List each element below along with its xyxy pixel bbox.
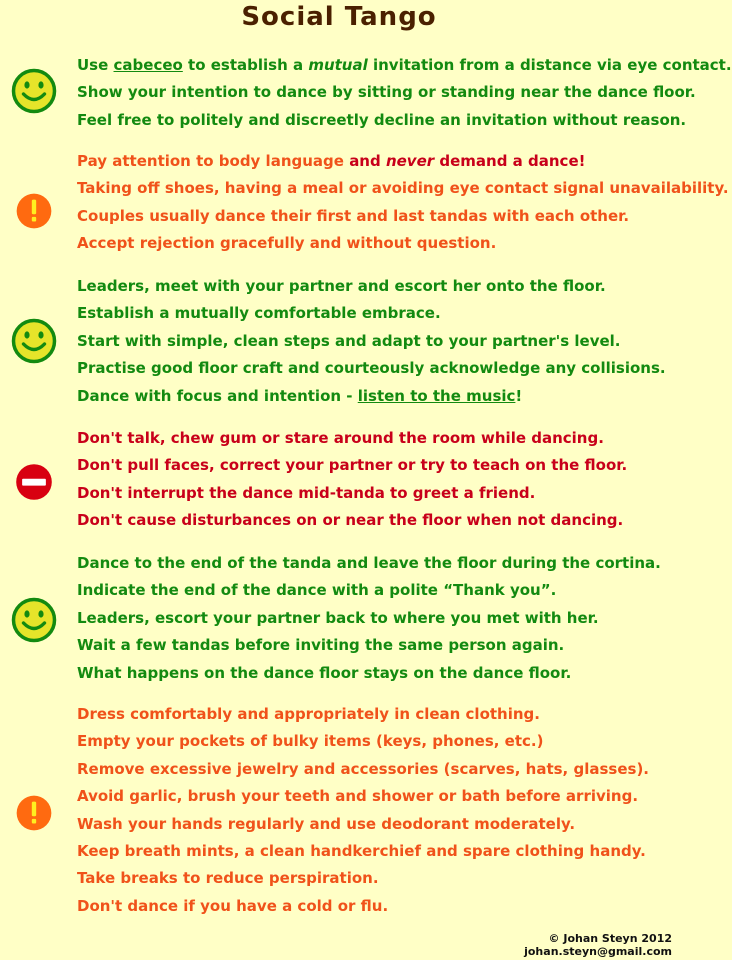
guideline-line: [77, 838, 649, 865]
guideline-text: and: [349, 152, 386, 170]
guideline-list: [77, 701, 649, 920]
guideline-text: Don't cause disturbances on or near the floor when not dancing.: [77, 511, 624, 530]
copyright-text: © Johan Steyn 2012: [548, 932, 672, 945]
guideline-line: [77, 893, 649, 920]
email-text: johan.steyn@gmail.com: [524, 945, 672, 958]
guideline-text: !: [515, 386, 523, 405]
guideline-line: [77, 660, 661, 687]
guideline-text: Empty your pockets of bulky items (keys, phones, etc.): [77, 732, 544, 751]
guideline-text: Taking off shoes, having a meal or avoiding eye contact signal unavailability.: [77, 179, 729, 198]
guideline-text: cabeceo: [113, 56, 183, 74]
guideline-text: mutual: [308, 56, 368, 74]
guideline-text: Keep breath mints, a clean handkerchief and spare clothing handy.: [77, 842, 646, 861]
guideline-text: Leaders, meet with your partner and escort her onto the floor.: [77, 277, 606, 295]
guideline-line: [77, 811, 649, 838]
guideline-text: Accept rejection gracefully and without question.: [77, 234, 497, 253]
guideline-line: [77, 148, 729, 175]
guideline-line: [77, 203, 729, 230]
guideline-text: Pay attention to body language: [77, 152, 350, 170]
guideline-text: listen to the music: [357, 386, 516, 405]
warning-icon: [13, 792, 55, 838]
warning-icon: [13, 190, 55, 236]
guideline-line: [77, 728, 649, 755]
guideline-line: [77, 632, 661, 659]
guideline-text: Dress comfortably and appropriately in clean clothing.: [77, 705, 540, 723]
guideline-text: Establish a mutually comfortable embrace.: [77, 304, 441, 323]
guideline-list: [77, 148, 729, 258]
guideline-text: Use: [77, 56, 114, 74]
guideline-text: Dance with focus and intention -: [77, 386, 358, 405]
smiley-icon: [11, 68, 57, 118]
guideline-line: [77, 300, 666, 327]
guideline-text: Show your intention to dance by sitting or standing near the dance floor.: [77, 83, 696, 102]
guideline-list: [77, 425, 627, 535]
guideline-line: [77, 175, 729, 202]
guideline-text: Start with simple, clean steps and adapt to your partner's level.: [77, 331, 621, 350]
guideline-text: Avoid garlic, brush your teeth and shower or bath before arriving.: [77, 787, 639, 806]
guideline-line: [77, 452, 627, 479]
guideline-line: [77, 783, 649, 810]
guideline-line: [77, 230, 729, 257]
guideline-line: [77, 480, 627, 507]
guideline-text: Wash your hands regularly and use deodorant moderately.: [77, 814, 576, 833]
guideline-text: to establish a: [182, 56, 309, 74]
guideline-line: [77, 107, 732, 134]
footer: [524, 932, 672, 958]
guideline-text: Couples usually dance their first and last tandas with each other.: [77, 206, 630, 225]
guideline-text: What happens on the dance floor stays on the dance floor.: [77, 663, 572, 682]
guideline-text: Remove excessive jewelry and accessories (scarves, hats, glasses).: [77, 759, 649, 778]
guideline-line: [77, 425, 627, 452]
smiley-icon: [11, 597, 57, 647]
guideline-line: [77, 328, 666, 355]
guideline-line: [77, 273, 666, 300]
guideline-line: [77, 756, 649, 783]
guideline-text: invitation from a distance via eye contact.: [367, 56, 732, 74]
guideline-line: [77, 605, 661, 632]
guideline-line: [77, 383, 666, 410]
page-title: Social Tango: [241, 2, 437, 32]
guideline-text: Don't dance if you have a cold or flu.: [77, 896, 389, 915]
guideline-list: [77, 550, 661, 687]
guideline-line: [77, 507, 627, 534]
guideline-line: [77, 79, 732, 106]
guideline-text: Leaders, escort your partner back to where you met with her.: [77, 608, 599, 627]
guideline-line: [77, 550, 661, 577]
guideline-text: Feel free to politely and discreetly decline an invitation without reason.: [77, 110, 687, 129]
no-entry-icon: [13, 461, 55, 507]
guideline-text: Indicate the end of the dance with a polite “Thank you”.: [77, 581, 557, 600]
guideline-text: Practise good floor craft and courteously acknowledge any collisions.: [77, 359, 666, 378]
guideline-text: Take breaks to reduce perspiration.: [77, 869, 379, 888]
guideline-line: [77, 577, 661, 604]
guideline-text: Don't interrupt the dance mid-tanda to greet a friend.: [77, 483, 536, 502]
guideline-text: Don't talk, chew gum or stare around the room while dancing.: [77, 429, 604, 447]
guideline-text: Wait a few tandas before inviting the same person again.: [77, 636, 565, 655]
guideline-line: [77, 52, 732, 79]
guideline-list: [77, 273, 666, 410]
guideline-text: never: [385, 152, 435, 170]
guideline-list: [77, 52, 732, 134]
guideline-line: [77, 355, 666, 382]
guideline-text: demand a dance!: [434, 152, 586, 170]
guideline-text: Don't pull faces, correct your partner or try to teach on the floor.: [77, 456, 628, 475]
guideline-text: Dance to the end of the tanda and leave the floor during the cortina.: [77, 554, 661, 572]
smiley-icon: [11, 318, 57, 368]
guideline-line: [77, 701, 649, 728]
guideline-line: [77, 865, 649, 892]
